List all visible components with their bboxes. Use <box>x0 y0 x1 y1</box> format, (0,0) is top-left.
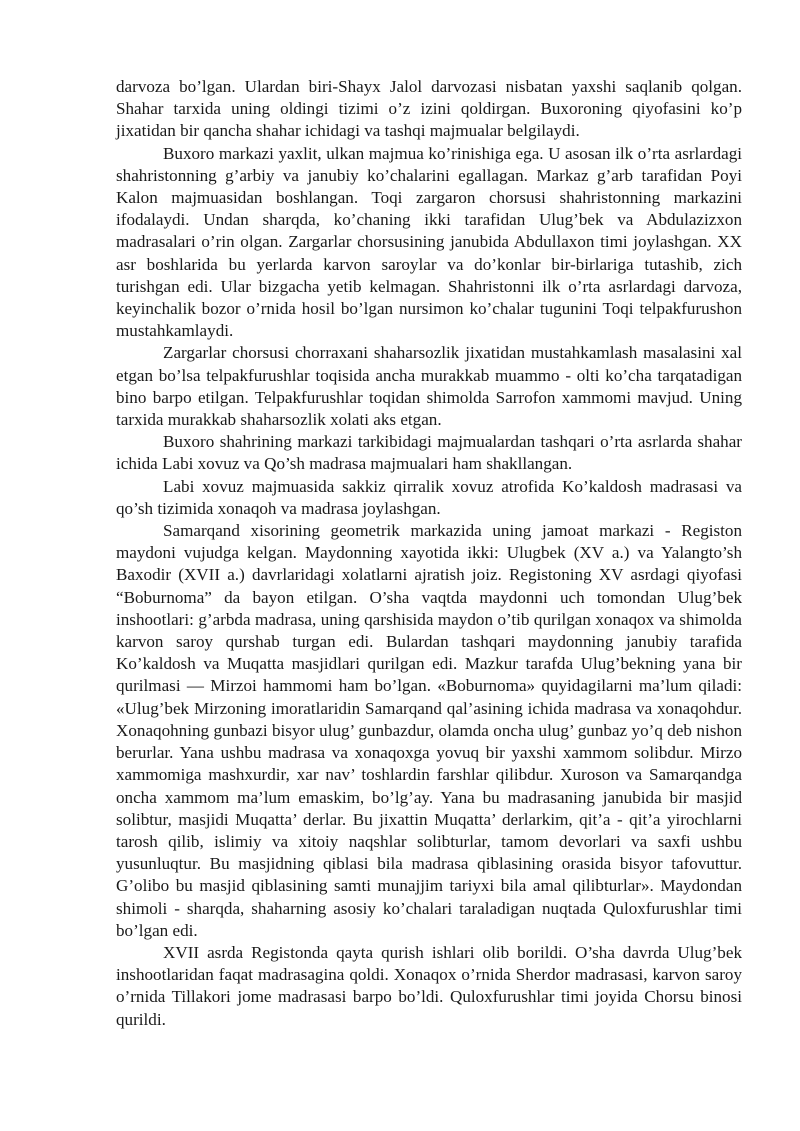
paragraph-labi-hovuz: Labi xovuz majmuasida sakkiz qirralik xovuz atrofida Ko’kaldosh madrasasi va qo’sh tizimida xonaqoh va madrasa joylashgan. <box>116 476 742 518</box>
paragraph-samarkand-registan: Samarqand xisorining geometrik markazida uning jamoat markazi - Registon maydoni vujudga kelgan. Maydonning xayotida ikki: Ulugbek (XV a.) va Yalangto’sh Baxodir (XVII a.) davrlaridagi xolatlarni ajratish joiz. Registoning XV asrdagi qiyofasi “Boburnoma” da bayon etilgan. O’sha vaqtda maydonni uch tomondan Ulug’bek inshootlari: g’arbda madrasa, uning qarshisida maydon o’tib qurilgan xonaqox va shimolda karvon saroy qurshab turgan edi. Bulardan tashqari maydonning janubiy tarafida Ko’kaldosh va Muqatta masjidlari qurilgan edi. Mazkur tarafda Ulug’bekning yana bir qurilmasi — Mirzoi hammomi ham bo’lgan. «Boburnoma» quyidagilarni ma’lum qiladi: «Ulug’bek Mirzoning imoratlaridin Samarqand qal’asining ichida madrasa va xonaqohdur. Xonaqohning gunbazi bisyor ulug’ gunbazdur, olamda oncha ulug’ gunbaz yo’q deb nishon berurlar. Yana ushbu madrasa va xonaqoxga yovuq bir yaxshi xammom solibdur. Mirzo xammomiga mashxurdir, xar nav’ toshlardin farshlar qilibdur. Xuroson va Samarqandga oncha xammom ma’lum emaskim, bo’lg’ay. Yana bu madrasaning janubida bir masjid solibtur, masjidi Muqatta’ derlar. Bu jixattin Muqatta’ derlarkim, qit’a - qit’a yirochlarni tarosh qilib, islimiy va xitoiy naqshlar solibturlar, tamom devorlari va saxfi ushbu yusunluqtur. Bu masjidning qiblasi bila madrasa qiblasining orasida bisyor tafovuttur. G’olibo bu masjid qiblasining samti munajjim tariyxi bila amal qilibturlar». Maydondan shimoli - sharqda, shaharning asosiy ko’chalari taraladigan nuqtada Quloxfurushlar timi bo’lgan edi. <box>116 521 742 940</box>
paragraph-city-gates: darvoza bo’lgan. Ulardan biri-Shayx Jalol darvozasi nisbatan yaxshi saqlanib qolgan. Shahar tarxida uning oldingi tizimi o’z izini qoldirgan. Buxoroning qiyofasini ko’p jixatidan bir qancha shahar ichidagi va tashqi majmualar belgilaydi. <box>116 77 742 141</box>
paragraph-bukhara-center: Buxoro markazi yaxlit, ulkan majmua ko’rinishiga ega. U asosan ilk o’rta asrlardagi shahristonning g’arbiy va janubiy ko’chalarini egallagan. Markaz g’arb tarafidan Poyi Kalon majmuasidan boshlangan. Toqi zargaron chorsusi shahristonning markazini ifodalaydi. Undan sharqda, ko’chaning ikki tarafidan Ulug’bek va Abdulazizxon madrasalari o’rin olgan. Zargarlar chorsusining janubida Abdullaxon timi joylashgan. XX asr boshlarida bu yerlarda karvon saroylar va do’konlar bir-birlariga tutashib, zich turishgan edi. Ular bizgacha yetib kelmagan. Shahristonni ilk o’rta asrlardagi darvoza, keyinchalik bozor o’rnida hosil bo’lgan nursimon ko’chalar tugunini Toqi telpakfurushon mustahkamlaydi. <box>116 143 742 341</box>
paragraph-bukhara-ensembles: Buxoro shahrining markazi tarkibidagi majmualardan tashqari o’rta asrlarda shahar ichida Labi xovuz va Qo’sh madrasa majmualari ham shakllangan. <box>116 432 742 474</box>
document-page <box>116 76 742 1031</box>
paragraph-registan-17th-century: XVII asrda Registonda qayta qurish ishlari olib borildi. O’sha davrda Ulug’bek inshootlaridan faqat madrasagina qoldi. Xonaqox o’rnida Sherdor madrasasi, karvon saroy o’rnida Tillakori jome madrasasi barpo bo’ldi. Quloxfurushlar timi joyida Chorsu binosi qurildi. <box>116 942 742 1029</box>
paragraph-zargarlar-chorsusi: Zargarlar chorsusi chorraxani shaharsozlik jixatidan mustahkamlash masalasini xal etgan bo’lsa telpakfurushlar toqisida ancha murakkab muammo - olti ko’cha tarqatadigan bino barpo etilgan. Telpakfurushlar toqidan shimolda Sarrofon xammomi mavjud. Uning tarxida murakkab shaharsozlik xolati aks etgan. <box>116 343 742 430</box>
